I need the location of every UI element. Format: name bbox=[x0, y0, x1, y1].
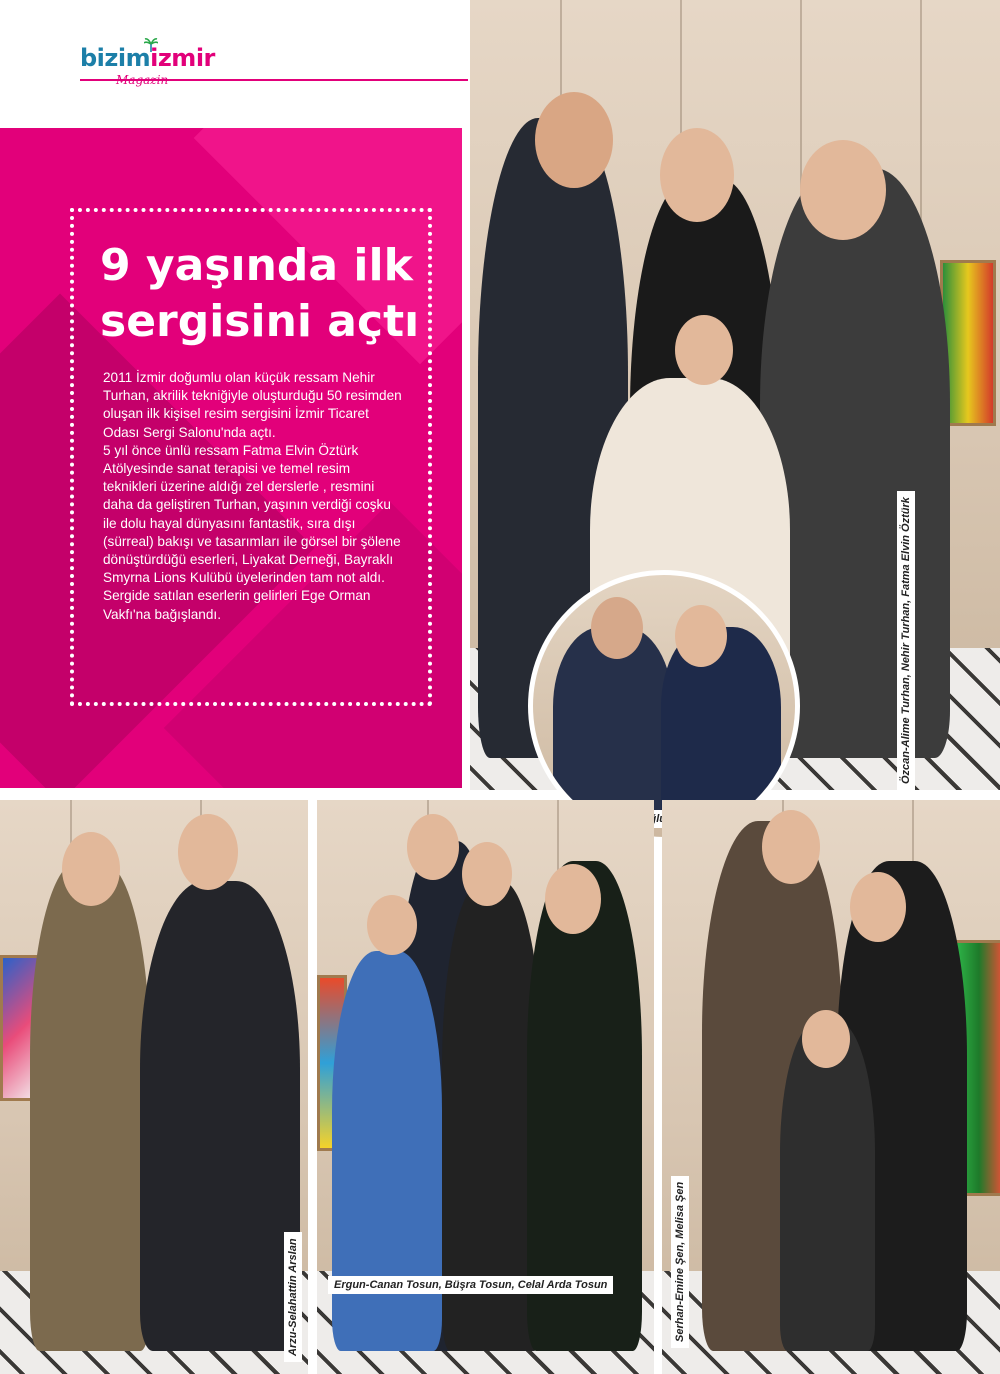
photo-bottom-right bbox=[662, 800, 1000, 1374]
caption-left: Arzu-Selahattin Arslan bbox=[284, 1232, 302, 1362]
person-figure bbox=[661, 627, 781, 827]
person-head bbox=[850, 872, 906, 942]
person-head bbox=[367, 895, 417, 955]
person-head bbox=[545, 864, 601, 934]
palm-tree-icon bbox=[144, 38, 158, 52]
caption-middle: Ergun-Canan Tosun, Büşra Tosun, Celal Arda Tosun bbox=[328, 1276, 613, 1294]
person-head bbox=[462, 842, 512, 906]
article-paragraph-2: 5 yıl önce ünlü ressam Fatma Elvin Öztürk Atölyesinde sanat terapisi ve temel resim teknikleri üzerine aldığı zel derslerle , resmini daha da geliştiren Turhan, yaşının verdiği coşku ile dolu hayal dünyasını fantastik, sıra dışı (sürreal) bakışı ve tasarımları ile görsel bir şölene dönüştürdüğü eserleri, Liyakat Derneği, Bayraklı Smyrna Lions Kulübü üyelerinden tam not aldı. Sergide satılan eserlerin gelirleri Ege Orman Vakfı'na bağışlandı. bbox=[103, 442, 401, 622]
brand-logo bbox=[80, 44, 230, 96]
headline-line-1: 9 yaşında ilk bbox=[100, 240, 413, 291]
article-paragraph-1: 2011 İzmir doğumlu olan küçük ressam Nehir Turhan, akrilik tekniğiyle oluşturduğu 50 resimden oluşan ilk kişisel resim sergisini İzmir Ticaret Odası Sergi Salonu'nda açtı. bbox=[103, 370, 402, 440]
brand-name-part1: bizim bbox=[80, 44, 151, 72]
person-head bbox=[407, 814, 459, 880]
article-headline bbox=[100, 238, 420, 350]
caption-main: Özcan-Alime Turhan, Nehir Turhan, Fatma Elvin Öztürk bbox=[897, 491, 915, 790]
person-head bbox=[675, 605, 727, 667]
person-head bbox=[591, 597, 643, 659]
article-body bbox=[103, 369, 405, 624]
person-head bbox=[762, 810, 820, 884]
person-head bbox=[800, 140, 886, 240]
person-head bbox=[802, 1010, 850, 1068]
person-head bbox=[660, 128, 734, 222]
photo-bottom-left bbox=[0, 800, 308, 1374]
brand-name-part2: izmir bbox=[150, 44, 215, 72]
person-figure bbox=[30, 861, 150, 1351]
person-head bbox=[675, 315, 733, 385]
person-head bbox=[535, 92, 613, 188]
person-figure bbox=[140, 881, 300, 1351]
headline-line-2: sergisini açtı bbox=[100, 296, 420, 347]
person-head bbox=[178, 814, 238, 890]
caption-right: Serhan-Emine Şen, Melisa Şen bbox=[671, 1176, 689, 1348]
person-figure bbox=[780, 1021, 875, 1351]
person-head bbox=[62, 832, 120, 906]
feature-panel bbox=[0, 128, 462, 788]
header-divider bbox=[80, 79, 468, 81]
